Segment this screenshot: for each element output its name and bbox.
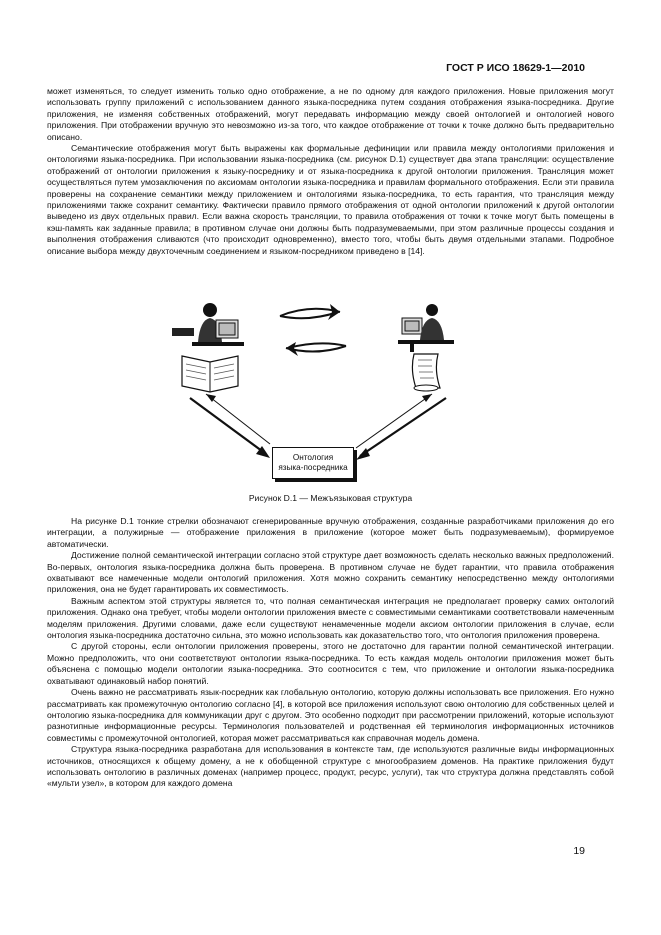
bottom-text-block	[47, 516, 614, 790]
box-line-1: Онтология	[292, 452, 334, 462]
paragraph: Структура языка-посредника разработана для использования в контексте там, где используются различные виды информационных источников, относящихся к общему домену, а не к обобщенной структуре с многообразием доменов. На практике приложения будут использовать онтологию в различных доменах (например процесс, продукт, ресурс, услуги), так что структура должна представлять собой «мульти узел», в котором для каждого домена	[47, 744, 614, 789]
interlingua-ontology-box	[272, 447, 354, 479]
paragraph: Семантические отображения могут быть выражены как формальные дефиниции или правила между онтологиями приложения и онтологиями языка-посредника. При использовании языка-посредника (см. рисунок D.1) существует два этапа трансляции: осуществление отображений от онтологии приложения к языку-посреднику и от языка-посредника к другой онтологии приложения. Трансляция может осуществляться путем умозаключения по аксиомам онтологии языка-посредника и правилам формального отображения. Если эти правила проверены на сохранение семантики между приложением и онтологиями языка-посредника, то есть гарантия, что трансляция между приложениями также сохранит семантику. Фактически правило прямого отображения от одной онтологии приложений к другой онтологии выведено из двух отдельных правил. Если важна скорость трансляции, то правила отображения от точки к точке могут быть помещены в кэш-память как заданные правила; в противном случае они должны быть подразумеваемыми, при этом различные процессы создания и выполнения отображения сливаются (что происходит одновременно), вместо того, чтобы быть двумя отдельными этапами. Подробное описание выбора между двухточечным соединением и языком-посредником приведено в [14].	[47, 143, 614, 256]
paragraph: Важным аспектом этой структуры является то, что полная семантическая интеграция не предполагает проверку самих онтологий приложения. Однако она требует, чтобы модели онтологии приложения вместе с совместимыми семантиками соответствовали намеченным моделям приложения. Другими словами, даже если существуют ненамеченные модели аксиом онтологии приложения в случае, если онтология языка-посредника достаточно сильна, это можно использовать как доказательство того, что онтология приложения проверена.	[47, 595, 614, 641]
scroll-icon	[412, 354, 440, 391]
document-header: ГОСТ Р ИСО 18629-1—2010	[446, 62, 585, 74]
paragraph: может изменяться, то следует изменить только одно отображение, а не по одному для каждого приложения. Новые приложения могут использовать группу приложений с использованием данного языка-посредника путем создания отображения языка-посредника. Другие приложения, не изменяя собственных отображений, могут передавать информацию между своей онтологией и онтологией нового приложения. При отображении вручную это невозможно из-за того, что каждое отображение от точки к точке должно быть предварительно описано.	[47, 86, 614, 142]
figure-caption: Рисунок D.1 — Межъязыковая структура	[248, 493, 413, 503]
book-icon	[182, 356, 238, 392]
paragraph: С другой стороны, если онтологии приложения проверены, этого не достаточно для гарантии полной семантической интеграции. Можно предположить, что они соответствуют онтологии языка-посредника. То есть каждая модель онтологии приложения может быть объяснена с помощью модели онтологии языка-посредника. Это соотносится с тем, что приложение и онтологии языка-посредника охватывают одинаковый набор понятий.	[47, 641, 614, 686]
exchange-arrows	[280, 304, 346, 356]
page-number: 19	[573, 845, 585, 857]
right-user-icon	[398, 304, 454, 352]
paragraph: Очень важно не рассматривать язык-посредник как глобальную онтологию, которую должны использовать все приложения. Его нужно рассматривать как промежуточную онтологию согласно [4], в которой все приложения используют свою онтологию для собственных целей и онтологию языка-посредника для коммуникации друг с другом. Это особенно подходит при рассмотрении приложений, которые используют разнотипные информационные ресурсы. Терминология пользователей и родственная ей терминология информационных источников совместимы с промежуточной онтологией, которая может рассматриваться как справочная модель домена.	[47, 687, 614, 743]
left-user-icon	[172, 303, 244, 346]
box-line-2: языка-посредника	[278, 463, 348, 472]
top-text-block	[47, 86, 614, 257]
paragraph: На рисунке D.1 тонкие стрелки обозначают сгенерированные вручную отображения, созданные разработчиками приложения до его интеграции, а полужирные — отображение приложения в приложение (которое может быть подразумеваемым), формируемое автоматически.	[47, 516, 614, 549]
paragraph: Достижение полной семантической интеграции согласно этой структуре дает возможность сделать несколько важных предположений. Во-первых, онтология языка-посредника должна быть проверена. В противном случае не будет гарантии, что правила отображения охватывают все намеченные модели онтологий приложения. Хотя можно сохранить семантику непосредственно между онтологиями приложения, она не будет гарантировать их совместимость.	[47, 550, 614, 595]
